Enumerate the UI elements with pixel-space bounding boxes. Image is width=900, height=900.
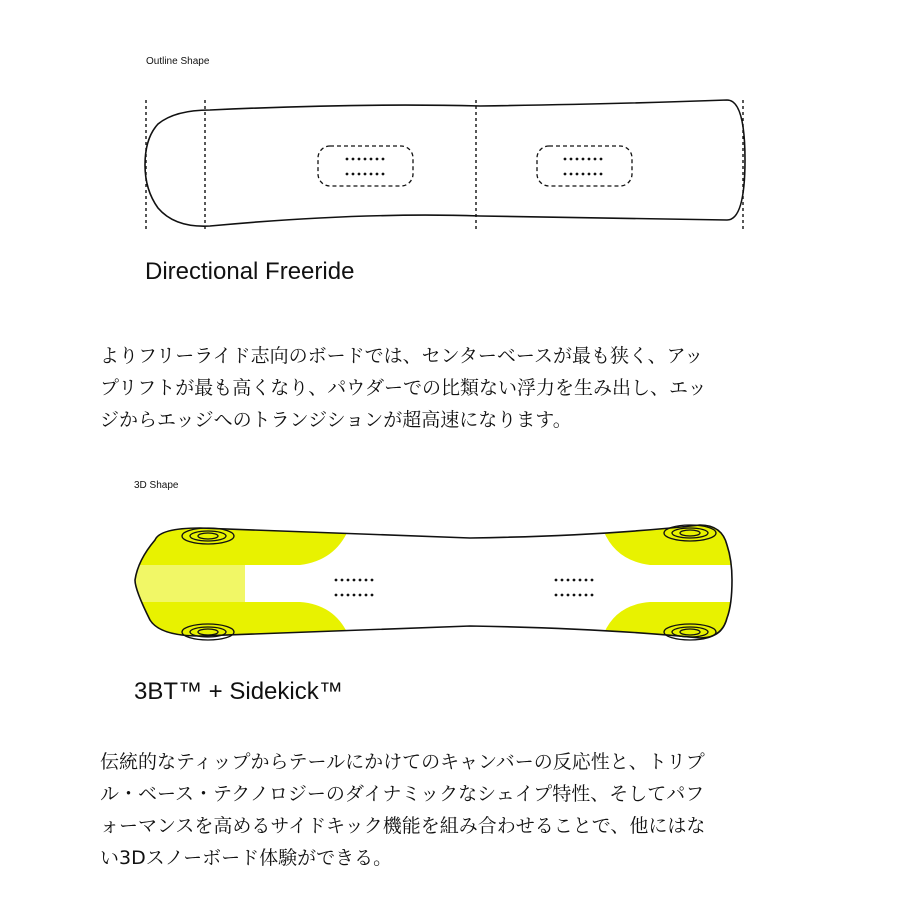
outline-binding-front bbox=[318, 146, 413, 186]
outline-description bbox=[100, 340, 820, 436]
outline-inserts-front bbox=[346, 158, 385, 176]
outline-caption: Outline Shape bbox=[146, 56, 210, 67]
outline-line-1: よりフリーライド志向のボードでは、センターベースが最も狭く、アッ bbox=[100, 345, 704, 367]
outline-title: Directional Freeride bbox=[145, 258, 355, 285]
3d-line-4: い3Dスノーボード体験ができる。 bbox=[100, 847, 393, 869]
3d-caption: 3D Shape bbox=[134, 480, 179, 491]
outline-line-3: ジからエッジへのトランジションが超高速になります。 bbox=[100, 409, 572, 431]
outline-line-2: プリフトが最も高くなり、パウダーでの比類ない浮力を生み出し、エッ bbox=[100, 377, 707, 399]
3d-line-1: 伝統的なティップからテールにかけてのキャンバーの反応性と、トリプ bbox=[100, 751, 705, 773]
3d-description bbox=[100, 746, 820, 874]
3d-line-2: ル・ベース・テクノロジーのダイナミックなシェイプ特性、そしてパフ bbox=[100, 783, 705, 805]
outline-inserts-rear bbox=[564, 158, 603, 176]
outline-board bbox=[145, 100, 745, 226]
3d-line-3: ォーマンスを高めるサイドキック機能を組み合わせることで、他にはな bbox=[100, 815, 706, 837]
outline-binding-rear bbox=[537, 146, 632, 186]
3d-title: 3BT™ + Sidekick™ bbox=[134, 678, 343, 705]
